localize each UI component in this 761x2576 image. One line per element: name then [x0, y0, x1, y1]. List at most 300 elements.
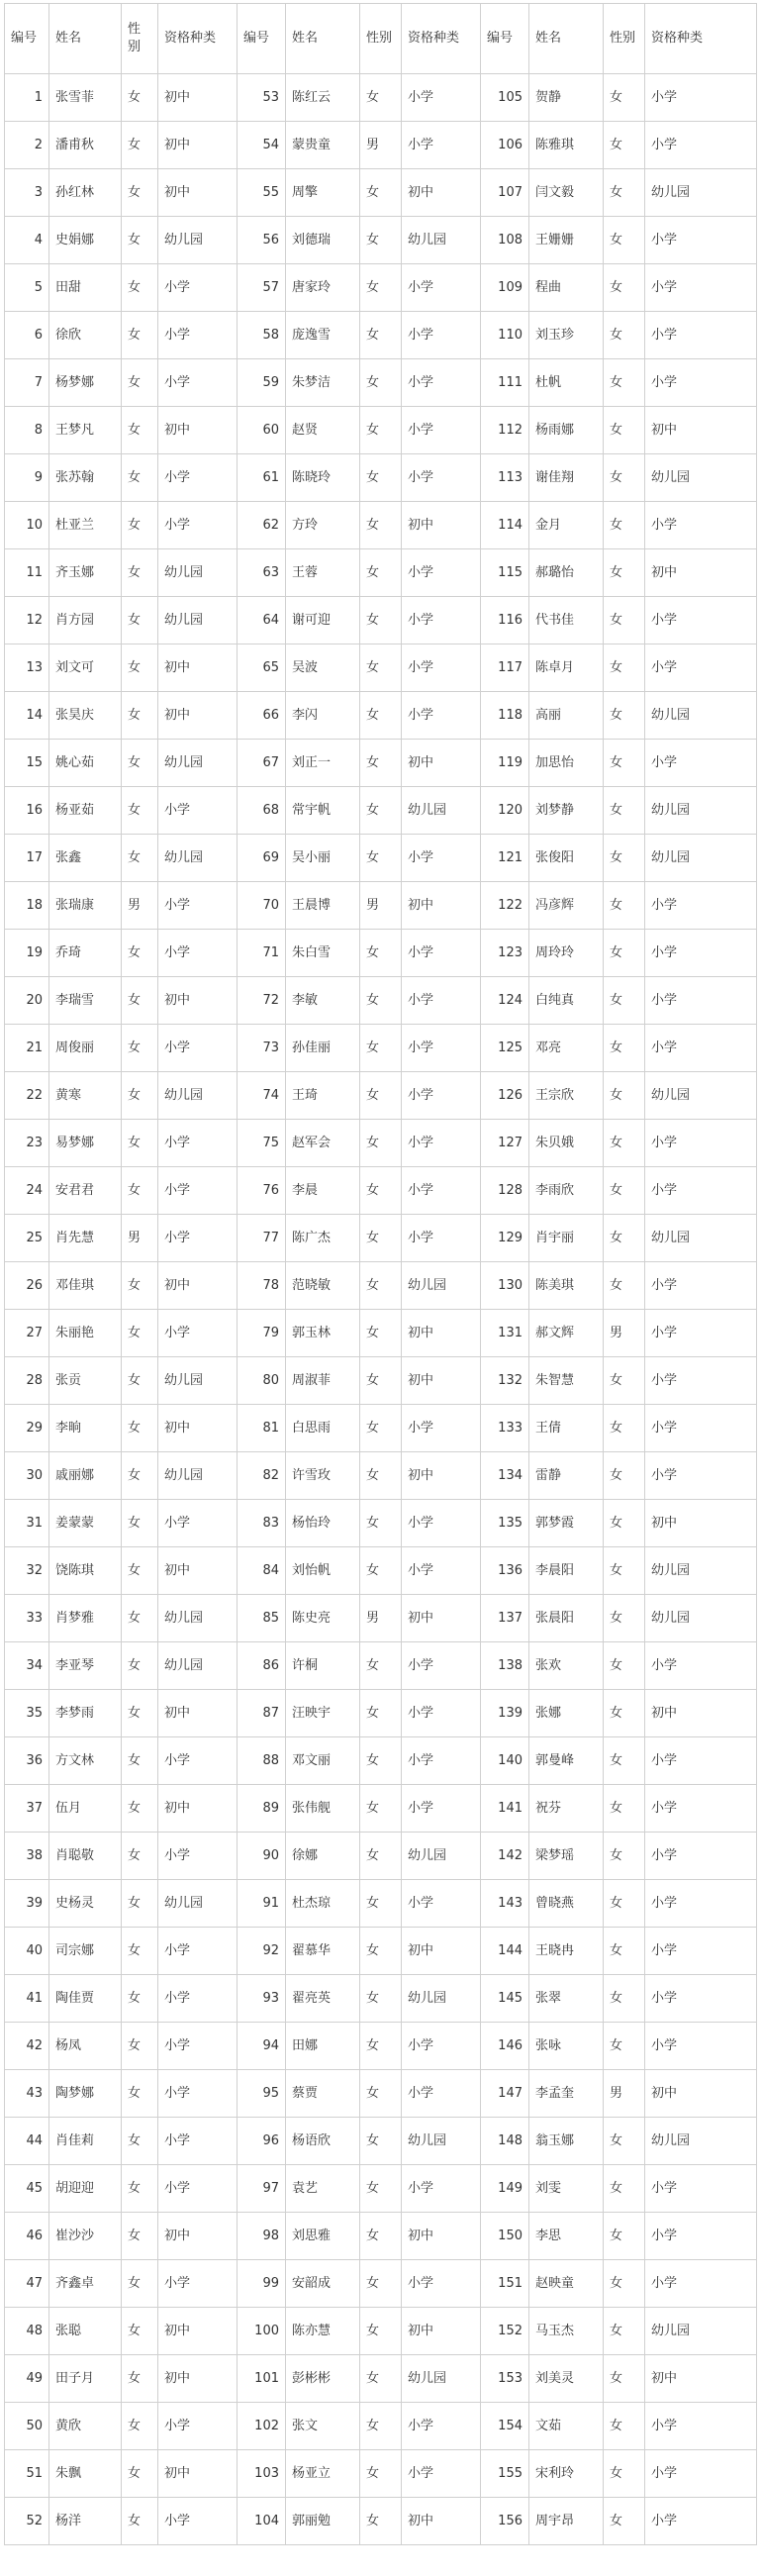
- cell-qualification: 初中: [158, 1785, 238, 1833]
- cell-name: 胡迎迎: [49, 2165, 122, 2213]
- table-row: [5, 1547, 757, 1595]
- cell-id: 18: [5, 882, 49, 930]
- cell-gender: 女: [122, 1310, 158, 1357]
- cell-name: 吴小丽: [286, 835, 360, 882]
- cell-gender: 女: [604, 454, 645, 502]
- cell-gender: 女: [604, 549, 645, 597]
- cell-id: 100: [238, 2308, 286, 2355]
- table-row: [5, 740, 757, 787]
- cell-gender: 女: [360, 2260, 402, 2308]
- cell-gender: 女: [604, 2118, 645, 2165]
- cell-gender: 女: [122, 217, 158, 264]
- cell-name: 孙红林: [49, 169, 122, 217]
- cell-id: 129: [481, 1215, 529, 1262]
- cell-gender: 女: [122, 1452, 158, 1500]
- cell-qualification: 小学: [158, 787, 238, 835]
- cell-gender: 女: [360, 1833, 402, 1880]
- cell-gender: 女: [360, 2213, 402, 2260]
- cell-qualification: 小学: [402, 1405, 481, 1452]
- cell-name: 邓文丽: [286, 1737, 360, 1785]
- cell-gender: 女: [604, 1737, 645, 1785]
- cell-name: 朱智慧: [529, 1357, 604, 1405]
- cell-id: 33: [5, 1595, 49, 1642]
- cell-name: 齐鑫卓: [49, 2260, 122, 2308]
- cell-id: 143: [481, 1880, 529, 1928]
- table-row: [5, 787, 757, 835]
- cell-qualification: 初中: [402, 169, 481, 217]
- cell-id: 124: [481, 977, 529, 1025]
- cell-gender: 女: [360, 835, 402, 882]
- cell-id: 142: [481, 1833, 529, 1880]
- cell-gender: 女: [122, 930, 158, 977]
- cell-qualification: 初中: [158, 122, 238, 169]
- cell-qualification: 初中: [158, 692, 238, 740]
- cell-gender: 女: [360, 1452, 402, 1500]
- cell-gender: 女: [604, 1357, 645, 1405]
- table-row: [5, 2118, 757, 2165]
- cell-name: 雷静: [529, 1452, 604, 1500]
- cell-gender: 女: [604, 1833, 645, 1880]
- cell-name: 安韶成: [286, 2260, 360, 2308]
- cell-gender: 女: [360, 597, 402, 644]
- cell-id: 7: [5, 359, 49, 407]
- cell-name: 郭丽勉: [286, 2498, 360, 2545]
- cell-qualification: 幼儿园: [158, 1072, 238, 1120]
- table-row: [5, 122, 757, 169]
- cell-name: 吴波: [286, 644, 360, 692]
- cell-name: 朱梦洁: [286, 359, 360, 407]
- cell-gender: 女: [360, 1928, 402, 1975]
- cell-name: 刘玉珍: [529, 312, 604, 359]
- cell-gender: 女: [360, 2308, 402, 2355]
- cell-qualification: 小学: [158, 264, 238, 312]
- cell-gender: 女: [360, 549, 402, 597]
- cell-name: 许桐: [286, 1642, 360, 1690]
- cell-name: 庞逸雪: [286, 312, 360, 359]
- cell-qualification: 初中: [402, 1452, 481, 1500]
- cell-id: 15: [5, 740, 49, 787]
- cell-id: 71: [238, 930, 286, 977]
- cell-gender: 女: [360, 1500, 402, 1547]
- cell-gender: 女: [122, 787, 158, 835]
- cell-id: 74: [238, 1072, 286, 1120]
- cell-gender: 女: [360, 1690, 402, 1737]
- cell-name: 贺静: [529, 74, 604, 122]
- roster-body: [5, 74, 757, 2545]
- cell-name: 张翠: [529, 1975, 604, 2023]
- table-row: [5, 1357, 757, 1405]
- cell-gender: 男: [122, 882, 158, 930]
- table-row: [5, 169, 757, 217]
- cell-name: 陈亦慧: [286, 2308, 360, 2355]
- cell-id: 130: [481, 1262, 529, 1310]
- table-row: [5, 692, 757, 740]
- cell-name: 徐娜: [286, 1833, 360, 1880]
- cell-name: 杨凤: [49, 2023, 122, 2070]
- cell-gender: 女: [604, 264, 645, 312]
- cell-gender: 男: [360, 122, 402, 169]
- cell-gender: 女: [122, 1833, 158, 1880]
- cell-gender: 女: [122, 264, 158, 312]
- cell-qualification: 小学: [158, 2165, 238, 2213]
- cell-name: 李思: [529, 2213, 604, 2260]
- cell-qualification: 初中: [402, 740, 481, 787]
- table-row: [5, 1025, 757, 1072]
- cell-name: 周俊丽: [49, 1025, 122, 1072]
- cell-name: 袁艺: [286, 2165, 360, 2213]
- cell-id: 81: [238, 1405, 286, 1452]
- cell-id: 139: [481, 1690, 529, 1737]
- cell-name: 邓佳琪: [49, 1262, 122, 1310]
- cell-qualification: 小学: [402, 1500, 481, 1547]
- cell-name: 司宗娜: [49, 1928, 122, 1975]
- cell-name: 闫文毅: [529, 169, 604, 217]
- cell-qualification: 小学: [402, 312, 481, 359]
- cell-gender: 女: [604, 787, 645, 835]
- cell-qualification: 小学: [645, 1405, 757, 1452]
- cell-name: 刘思雅: [286, 2213, 360, 2260]
- cell-name: 杨亚立: [286, 2450, 360, 2498]
- cell-qualification: 小学: [645, 2213, 757, 2260]
- cell-gender: 女: [604, 312, 645, 359]
- cell-qualification: 小学: [158, 1500, 238, 1547]
- table-row: [5, 217, 757, 264]
- cell-id: 93: [238, 1975, 286, 2023]
- cell-qualification: 小学: [645, 2023, 757, 2070]
- cell-qualification: 幼儿园: [158, 1642, 238, 1690]
- cell-gender: 女: [604, 1642, 645, 1690]
- cell-qualification: 初中: [645, 1690, 757, 1737]
- cell-gender: 女: [122, 644, 158, 692]
- cell-qualification: 初中: [158, 407, 238, 454]
- cell-gender: 女: [122, 2403, 158, 2450]
- cell-id: 35: [5, 1690, 49, 1737]
- cell-name: 冯彦辉: [529, 882, 604, 930]
- cell-qualification: 幼儿园: [645, 1215, 757, 1262]
- cell-name: 范晓敏: [286, 1262, 360, 1310]
- cell-qualification: 幼儿园: [158, 740, 238, 787]
- cell-qualification: 小学: [645, 1262, 757, 1310]
- cell-gender: 女: [122, 2165, 158, 2213]
- header-id: 编号: [238, 4, 286, 74]
- cell-id: 147: [481, 2070, 529, 2118]
- cell-name: 彭彬彬: [286, 2355, 360, 2403]
- cell-name: 肖梦雅: [49, 1595, 122, 1642]
- table-row: [5, 1785, 757, 1833]
- cell-id: 34: [5, 1642, 49, 1690]
- cell-gender: 女: [604, 2213, 645, 2260]
- cell-gender: 女: [122, 2213, 158, 2260]
- cell-gender: 女: [604, 359, 645, 407]
- cell-gender: 女: [604, 1025, 645, 1072]
- cell-name: 陈史亮: [286, 1595, 360, 1642]
- cell-gender: 女: [122, 2498, 158, 2545]
- cell-qualification: 初中: [402, 1928, 481, 1975]
- cell-gender: 女: [604, 1928, 645, 1975]
- cell-id: 1: [5, 74, 49, 122]
- table-row: [5, 1737, 757, 1785]
- cell-id: 115: [481, 549, 529, 597]
- cell-name: 谢可迎: [286, 597, 360, 644]
- cell-gender: 女: [122, 692, 158, 740]
- cell-qualification: 小学: [158, 2498, 238, 2545]
- cell-name: 张晨阳: [529, 1595, 604, 1642]
- cell-qualification: 幼儿园: [645, 169, 757, 217]
- cell-id: 59: [238, 359, 286, 407]
- cell-gender: 女: [360, 1120, 402, 1167]
- cell-name: 刘德瑞: [286, 217, 360, 264]
- cell-name: 黄寒: [49, 1072, 122, 1120]
- cell-name: 朱飘: [49, 2450, 122, 2498]
- cell-qualification: 初中: [158, 1547, 238, 1595]
- cell-gender: 女: [604, 2165, 645, 2213]
- cell-id: 125: [481, 1025, 529, 1072]
- cell-id: 5: [5, 264, 49, 312]
- header-qualification: 资格种类: [402, 4, 481, 74]
- cell-id: 54: [238, 122, 286, 169]
- cell-id: 117: [481, 644, 529, 692]
- cell-qualification: 幼儿园: [158, 597, 238, 644]
- cell-gender: 女: [122, 1642, 158, 1690]
- cell-id: 37: [5, 1785, 49, 1833]
- cell-qualification: 小学: [645, 977, 757, 1025]
- cell-qualification: 小学: [158, 1215, 238, 1262]
- cell-name: 方文林: [49, 1737, 122, 1785]
- roster-table: [4, 3, 757, 2545]
- table-row: [5, 1072, 757, 1120]
- cell-gender: 女: [122, 74, 158, 122]
- cell-gender: 女: [122, 1500, 158, 1547]
- cell-name: 李闪: [286, 692, 360, 740]
- cell-gender: 女: [604, 1975, 645, 2023]
- cell-gender: 女: [122, 502, 158, 549]
- cell-id: 92: [238, 1928, 286, 1975]
- cell-qualification: 小学: [645, 882, 757, 930]
- cell-gender: 女: [360, 1880, 402, 1928]
- cell-gender: 女: [122, 1595, 158, 1642]
- cell-id: 4: [5, 217, 49, 264]
- cell-name: 杨亚茹: [49, 787, 122, 835]
- cell-qualification: 初中: [158, 1262, 238, 1310]
- cell-id: 107: [481, 169, 529, 217]
- cell-qualification: 初中: [402, 1310, 481, 1357]
- cell-name: 程曲: [529, 264, 604, 312]
- table-row: [5, 1975, 757, 2023]
- cell-qualification: 幼儿园: [158, 549, 238, 597]
- cell-gender: 女: [604, 74, 645, 122]
- cell-gender: 女: [604, 1262, 645, 1310]
- cell-name: 郭曼峰: [529, 1737, 604, 1785]
- cell-name: 张苏翰: [49, 454, 122, 502]
- cell-id: 85: [238, 1595, 286, 1642]
- cell-id: 89: [238, 1785, 286, 1833]
- cell-id: 36: [5, 1737, 49, 1785]
- cell-gender: 男: [604, 1310, 645, 1357]
- cell-id: 128: [481, 1167, 529, 1215]
- cell-qualification: 小学: [402, 692, 481, 740]
- cell-qualification: 幼儿园: [402, 1975, 481, 2023]
- cell-name: 戚丽娜: [49, 1452, 122, 1500]
- table-row: [5, 930, 757, 977]
- cell-name: 崔沙沙: [49, 2213, 122, 2260]
- cell-id: 150: [481, 2213, 529, 2260]
- cell-gender: 女: [360, 502, 402, 549]
- cell-qualification: 小学: [402, 264, 481, 312]
- cell-id: 136: [481, 1547, 529, 1595]
- cell-gender: 男: [604, 2070, 645, 2118]
- cell-name: 田子月: [49, 2355, 122, 2403]
- cell-id: 131: [481, 1310, 529, 1357]
- cell-gender: 女: [122, 407, 158, 454]
- cell-name: 陶佳贾: [49, 1975, 122, 2023]
- cell-qualification: 幼儿园: [402, 2118, 481, 2165]
- cell-gender: 女: [604, 2355, 645, 2403]
- table-row: [5, 1167, 757, 1215]
- cell-gender: 女: [604, 2403, 645, 2450]
- cell-qualification: 初中: [645, 407, 757, 454]
- cell-qualification: 幼儿园: [645, 1595, 757, 1642]
- cell-qualification: 小学: [645, 217, 757, 264]
- table-row: [5, 1310, 757, 1357]
- cell-gender: 女: [360, 977, 402, 1025]
- cell-gender: 女: [360, 787, 402, 835]
- cell-gender: 女: [122, 1262, 158, 1310]
- cell-gender: 女: [360, 2165, 402, 2213]
- cell-name: 曾晓燕: [529, 1880, 604, 1928]
- cell-name: 张伟舰: [286, 1785, 360, 1833]
- cell-qualification: 初中: [402, 882, 481, 930]
- cell-name: 张贡: [49, 1357, 122, 1405]
- cell-id: 29: [5, 1405, 49, 1452]
- cell-gender: 女: [604, 502, 645, 549]
- cell-name: 周玲玲: [529, 930, 604, 977]
- cell-gender: 女: [122, 2355, 158, 2403]
- cell-name: 肖方园: [49, 597, 122, 644]
- cell-id: 95: [238, 2070, 286, 2118]
- cell-qualification: 小学: [402, 407, 481, 454]
- cell-name: 朱白雪: [286, 930, 360, 977]
- cell-gender: 女: [122, 2118, 158, 2165]
- cell-gender: 女: [604, 217, 645, 264]
- cell-qualification: 初中: [158, 2355, 238, 2403]
- cell-qualification: 小学: [158, 1928, 238, 1975]
- cell-gender: 女: [360, 1975, 402, 2023]
- cell-id: 133: [481, 1405, 529, 1452]
- cell-qualification: 初中: [645, 2355, 757, 2403]
- roster-table-container: [4, 3, 757, 2545]
- cell-id: 132: [481, 1357, 529, 1405]
- cell-name: 高丽: [529, 692, 604, 740]
- cell-id: 111: [481, 359, 529, 407]
- cell-qualification: 小学: [402, 1690, 481, 1737]
- cell-gender: 女: [122, 597, 158, 644]
- cell-name: 陈广杰: [286, 1215, 360, 1262]
- table-row: [5, 407, 757, 454]
- cell-name: 陶梦娜: [49, 2070, 122, 2118]
- cell-gender: 女: [604, 1547, 645, 1595]
- cell-name: 王梦凡: [49, 407, 122, 454]
- cell-name: 杨怡玲: [286, 1500, 360, 1547]
- cell-qualification: 幼儿园: [158, 1595, 238, 1642]
- cell-id: 23: [5, 1120, 49, 1167]
- cell-gender: 女: [604, 169, 645, 217]
- cell-qualification: 小学: [402, 1072, 481, 1120]
- cell-qualification: 小学: [645, 1928, 757, 1975]
- cell-gender: 女: [122, 1690, 158, 1737]
- table-row: [5, 835, 757, 882]
- cell-name: 许雪玫: [286, 1452, 360, 1500]
- cell-gender: 女: [360, 2403, 402, 2450]
- cell-name: 宋利玲: [529, 2450, 604, 2498]
- table-row: [5, 2403, 757, 2450]
- cell-name: 翟亮英: [286, 1975, 360, 2023]
- cell-id: 113: [481, 454, 529, 502]
- cell-gender: 女: [122, 1785, 158, 1833]
- cell-name: 杜帆: [529, 359, 604, 407]
- cell-name: 姜蒙蒙: [49, 1500, 122, 1547]
- cell-id: 155: [481, 2450, 529, 2498]
- cell-gender: 女: [604, 740, 645, 787]
- cell-id: 28: [5, 1357, 49, 1405]
- cell-qualification: 幼儿园: [158, 1357, 238, 1405]
- cell-id: 97: [238, 2165, 286, 2213]
- cell-name: 蔡贾: [286, 2070, 360, 2118]
- cell-id: 101: [238, 2355, 286, 2403]
- cell-id: 134: [481, 1452, 529, 1500]
- header-name: 姓名: [49, 4, 122, 74]
- cell-qualification: 小学: [645, 2403, 757, 2450]
- cell-name: 肖宇丽: [529, 1215, 604, 1262]
- cell-gender: 女: [122, 2023, 158, 2070]
- cell-id: 65: [238, 644, 286, 692]
- cell-gender: 女: [604, 1785, 645, 1833]
- cell-gender: 女: [604, 1880, 645, 1928]
- cell-qualification: 小学: [645, 1357, 757, 1405]
- cell-id: 70: [238, 882, 286, 930]
- cell-qualification: 幼儿园: [645, 787, 757, 835]
- cell-qualification: 幼儿园: [158, 1452, 238, 1500]
- cell-id: 83: [238, 1500, 286, 1547]
- table-row: [5, 2260, 757, 2308]
- cell-id: 82: [238, 1452, 286, 1500]
- cell-id: 50: [5, 2403, 49, 2450]
- cell-name: 陈雅琪: [529, 122, 604, 169]
- cell-gender: 女: [360, 1310, 402, 1357]
- cell-gender: 女: [122, 1880, 158, 1928]
- cell-qualification: 小学: [402, 454, 481, 502]
- cell-qualification: 小学: [645, 312, 757, 359]
- cell-name: 姚心茹: [49, 740, 122, 787]
- cell-name: 易梦娜: [49, 1120, 122, 1167]
- cell-name: 郭梦霞: [529, 1500, 604, 1547]
- cell-gender: 女: [604, 2260, 645, 2308]
- cell-id: 140: [481, 1737, 529, 1785]
- cell-gender: 女: [122, 1975, 158, 2023]
- cell-id: 73: [238, 1025, 286, 1072]
- cell-qualification: 初中: [402, 2308, 481, 2355]
- cell-id: 21: [5, 1025, 49, 1072]
- cell-id: 11: [5, 549, 49, 597]
- cell-name: 史杨灵: [49, 1880, 122, 1928]
- cell-id: 52: [5, 2498, 49, 2545]
- cell-id: 153: [481, 2355, 529, 2403]
- cell-gender: 女: [122, 1547, 158, 1595]
- cell-qualification: 小学: [645, 1975, 757, 2023]
- cell-name: 杜亚兰: [49, 502, 122, 549]
- cell-name: 郭玉林: [286, 1310, 360, 1357]
- cell-qualification: 小学: [158, 1025, 238, 1072]
- cell-gender: 女: [360, 1405, 402, 1452]
